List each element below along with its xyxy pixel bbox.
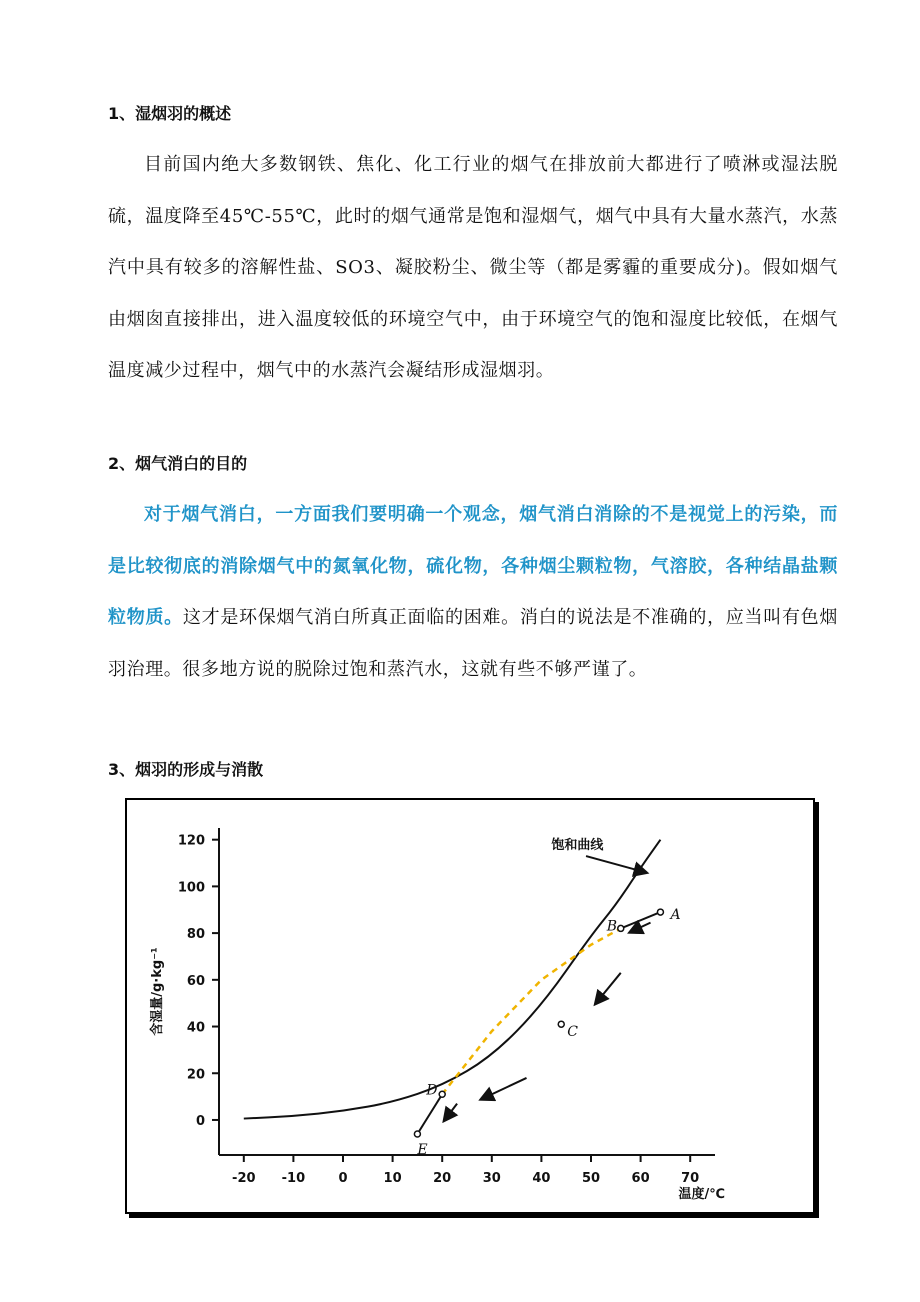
- saturation-curve-label: 饱和曲线: [551, 838, 604, 854]
- section-1-heading: 1、湿烟羽的概述: [108, 104, 232, 123]
- state-point-label: B: [606, 918, 618, 935]
- x-tick-label: 30: [482, 1171, 501, 1186]
- arrow-b-to-c: [596, 973, 621, 1003]
- x-tick-label: 40: [532, 1171, 551, 1186]
- x-tick-label: 10: [383, 1171, 402, 1186]
- x-tick-label: 60: [631, 1171, 650, 1186]
- x-tick-label: -20: [232, 1171, 256, 1186]
- state-point-label: C: [567, 1024, 578, 1041]
- x-tick-label: -10: [281, 1171, 306, 1186]
- chart-axes: [219, 828, 715, 1155]
- x-tick-label: 20: [433, 1171, 452, 1186]
- y-tick-label: 80: [186, 927, 205, 943]
- chart-canvas: [127, 800, 813, 1212]
- state-point-d: [439, 1091, 445, 1097]
- y-tick-label: 40: [186, 1020, 205, 1036]
- y-tick-label: 120: [177, 833, 205, 849]
- section-3-heading: 3、烟羽的形成与消散: [108, 760, 264, 779]
- y-tick-label: 20: [186, 1067, 205, 1083]
- x-tick-label: 70: [681, 1171, 700, 1186]
- state-point-a: [657, 909, 663, 915]
- arrow-d-to-e: [445, 1104, 457, 1120]
- y-axis-title: 含湿量/g·kg⁻¹: [150, 947, 165, 1036]
- state-point-e: [414, 1131, 420, 1137]
- section-2-heading: 2、烟气消白的目的: [108, 454, 248, 473]
- y-tick-label: 60: [186, 973, 205, 989]
- state-point-c: [558, 1021, 564, 1027]
- x-tick-label: 50: [581, 1171, 601, 1186]
- segment-d-e: [417, 1094, 442, 1134]
- saturation-curve-pointer: [586, 856, 646, 872]
- paragraph-remainder: 这才是环保烟气消白所真正面临的困难。消白的说法是不准确的，应当叫有色烟羽治理。很多地方说的脱除过饱和蒸汽水，这就有些不够严谨了。: [108, 607, 838, 680]
- saturation-curve: [244, 840, 661, 1119]
- chart-points: [414, 907, 680, 1158]
- state-point-label: D: [426, 1082, 438, 1099]
- section-2-paragraph: [108, 489, 838, 695]
- state-point-label: E: [417, 1141, 428, 1158]
- chart-flow-arrows: [445, 856, 651, 1120]
- state-point-b: [618, 925, 624, 931]
- chart-ticks: [178, 834, 699, 1186]
- y-tick-label: 0: [195, 1113, 205, 1129]
- x-axis-title: 温度/℃: [678, 1187, 725, 1202]
- y-tick-label: 100: [177, 880, 205, 896]
- segment-a-b: [621, 912, 661, 928]
- highlighted-statement: 对于烟气消白，一方面我们要明确一个观念，烟气消白消除的不是视觉上的污染，而是比较彻底的消除烟气中的氮氧化物，硫化物，各种烟尘颗粒物，气溶胶，各种结晶盐颗粒物质。: [108, 504, 838, 628]
- x-tick-label: 0: [338, 1171, 348, 1186]
- state-point-label: A: [670, 907, 681, 924]
- plume-chart: [125, 798, 815, 1214]
- arrow-c-to-d: [482, 1078, 527, 1099]
- chart-series: [244, 840, 661, 1134]
- section-1-paragraph: 目前国内绝大多数钢铁、焦化、化工行业的烟气在排放前大都进行了喷淋或湿法脱硫，温度降至45℃-55℃，此时的烟气通常是饱和湿烟气，烟气中具有大量水蒸汽，水蒸汽中具有较多的溶解性盐、SO3、凝胶粉尘、微尘等（都是雾霾的重要成分)。假如烟气由烟囱直接排出，进入温度较低的环境空气中，由于环境空气的饱和湿度比较低，在烟气温度减少过程中，烟气中的水蒸汽会凝结形成湿烟羽。: [108, 154, 838, 381]
